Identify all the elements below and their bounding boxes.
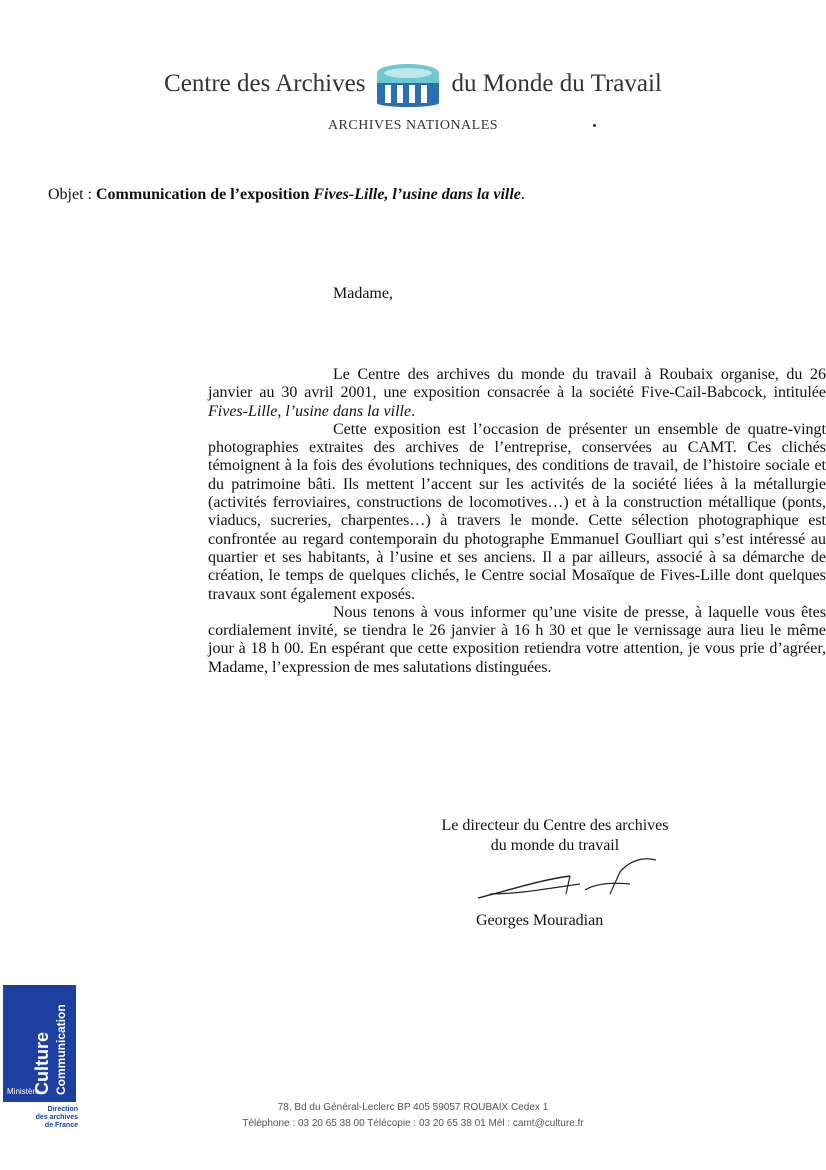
signatory-name: Georges Mouradian [476,912,604,929]
ministry-word-communication: Communication [54,1004,68,1095]
signature-title-line2: du monde du travail [490,837,620,854]
letterhead-subtitle: ARCHIVES NATIONALES [327,118,499,133]
footer-address: 78, Bd du Général-Leclerc BP 405 59057 ROUBAIX Cedex 1 [277,1102,549,1113]
paragraph-2: Cette exposition est l’occasion de présenter un ensemble de quatre-vingt photographies extraites des archives de l’entreprise, conservées au CAMT. Ces clichés témoignent à la fois des évolutions techniques, des conditions de travail, de l’histoire sociale et du patrimoine bâti. Ils mettent l’accent sur les activités de la société liées à la métallurgie (activités ferroviaires, constructions de locomotives…) et à la construction métallique (ponts, viaducs, sucreries, charpentes…) à travers le monde. Cette sélection photographique est confrontée au regard contemporain du photographe Emmanuel Goulliart qui s’est intéressé au quartier et ses habitants, à l’usine et ses anciens. Il a par ailleurs, associé à sa démarche de création, le temps de quelques clichés, le Centre social Mosaïque de Fives-Lille dont quelques travaux sont également exposés. [208,420,826,603]
signature-title-line1: Le directeur du Centre des archives [441,817,669,834]
decorative-dot [593,124,596,127]
letter-body [208,366,826,677]
paragraph-1-end: . [411,402,416,420]
subject-text: Communication de l’exposition [96,186,314,203]
footer-contact: Téléphone : 03 20 65 38 00 Télécopie : 03 20 65 38 01 Mél : camt@culture.fr [242,1118,584,1129]
paragraph-1 [208,366,826,421]
ministry-logo [3,985,76,1102]
subject-label: Objet : [48,186,96,203]
subject-italic: Fives-Lille, l’usine dans la ville [313,186,521,203]
subject-end: . [520,186,525,203]
direction-line-2: des archives [35,1114,78,1121]
paragraph-1-text: Le Centre des archives du monde du travail à Roubaix organise, du 26 janvier au 30 avril 2001, une exposition consacrée à la société Five-Cail-Babcock, intitulée [208,366,826,402]
paragraph-3: Nous tenons à vous informer qu’une visite de presse, à laquelle vous êtes cordialement invité, se tiendra le 26 janvier à 16 h 30 et que le vernissage aura lieu le même jour à 18 h 00. En espérant que cette exposition retiendra votre attention, je vous prie d’agréer, Madame, l’expression de mes salutations distinguées. [208,603,826,676]
ministry-word-culture: Culture [32,1032,52,1095]
ministry-label: Ministère [7,1087,40,1096]
archive-building-logo-icon [375,61,441,107]
handwritten-signature-icon [470,854,670,904]
direction-line-3: de France [44,1122,78,1129]
title-left: Centre des Archives [164,70,366,97]
signature-block [410,816,700,856]
footer [0,1100,826,1132]
direction-line-1: Direction [47,1106,78,1113]
paragraph-1-italic: Fives-Lille, l’usine dans la ville [208,402,412,420]
letterhead-title [0,60,826,108]
salutation: Madame, [333,285,393,302]
subject-line [48,186,525,204]
title-right: du Monde du Travail [451,70,662,97]
